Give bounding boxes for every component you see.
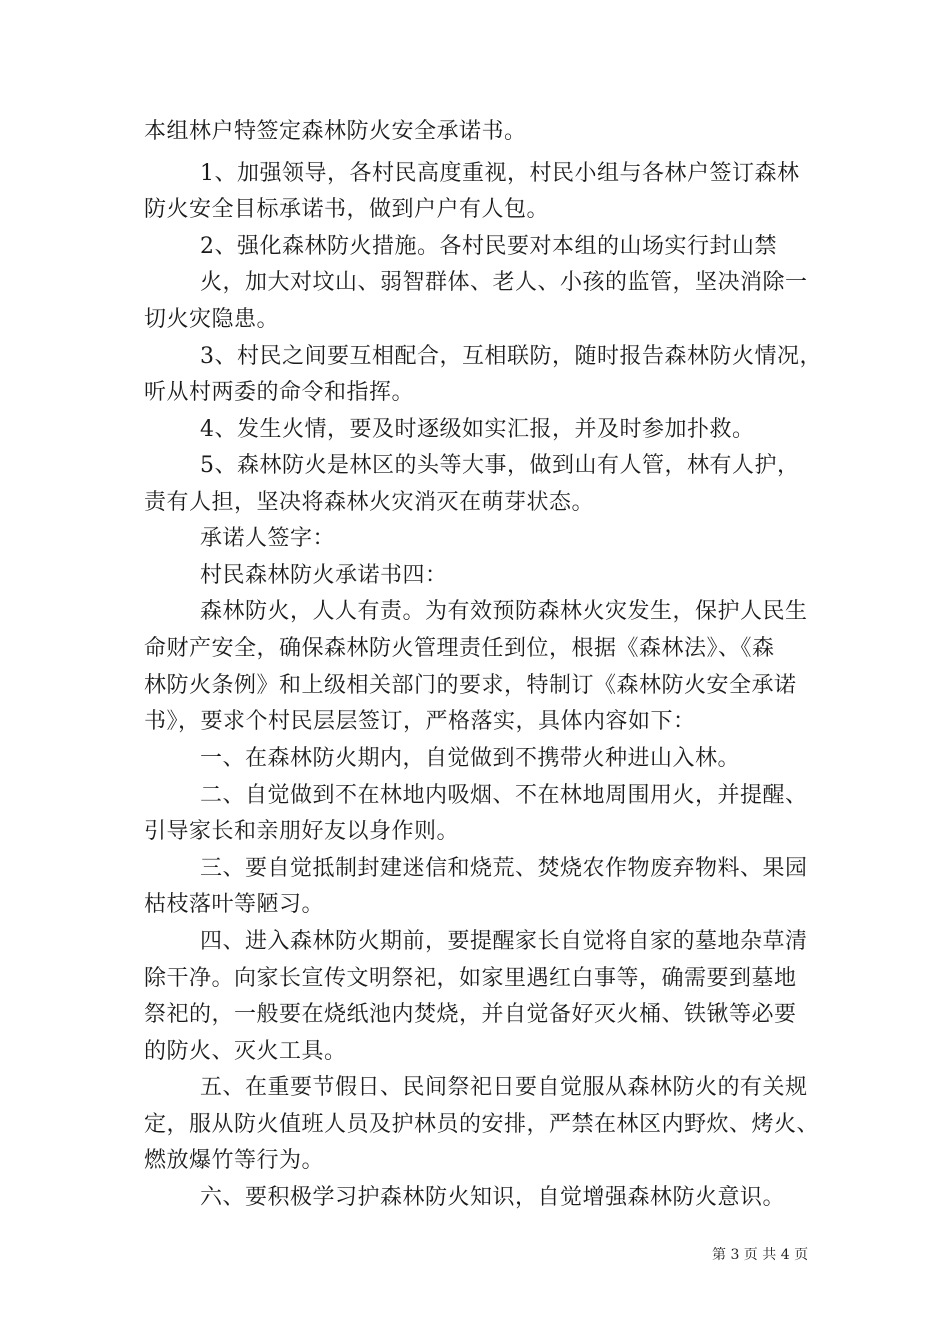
text-line: 四、进入森林防火期前，要提醒家长自觉将自家的墓地杂草清 xyxy=(200,929,808,954)
text-line: 5、森林防火是林区的头等大事，做到山有人管，林有人护， xyxy=(200,453,800,478)
text-line: 引导家长和亲朋好友以身作则。 xyxy=(144,819,460,844)
text-line: 森林防火，人人有责。为有效预防森林火灾发生，保护人民生 xyxy=(200,599,808,624)
text-line: 本组林户特签定森林防火安全承诺书。 xyxy=(144,119,527,144)
text-line: 切火灾隐患。 xyxy=(144,307,280,332)
text-line: 六、要积极学习护森林防火知识，自觉增强森林防火意识。 xyxy=(200,1185,786,1210)
text-line: 除干净。向家长宣传文明祭祀，如家里遇红白事等，确需要到墓地 xyxy=(144,966,797,991)
text-line: 定，服从防火值班人员及护林员的安排，严禁在林区内野炊、烤火、 xyxy=(144,1112,820,1137)
text-line: 三、要自觉抵制封建迷信和烧荒、焚烧农作物废弃物料、果园 xyxy=(200,856,808,881)
text-line: 防火安全目标承诺书，做到户户有人包。 xyxy=(144,197,550,222)
text-line: 承诺人签字： xyxy=(200,526,336,551)
text-line: 一、在森林防火期内，自觉做到不携带火种进山入林。 xyxy=(200,746,741,771)
page-number: 第 3 页 共 4 页 xyxy=(712,1247,809,1263)
text-line: 2、强化森林防火措施。各村民要对本组的山场实行封山禁 xyxy=(200,234,777,259)
text-line: 责有人担，坚决将森林火灾消灭在萌芽状态。 xyxy=(144,490,595,515)
text-line: 火，加大对坟山、弱智群体、老人、小孩的监管，坚决消除一 xyxy=(200,270,808,295)
text-line: 二、自觉做到不在林地内吸烟、不在林地周围用火，并提醒、 xyxy=(200,783,808,808)
text-line: 3、村民之间要互相配合，互相联防，随时报告森林防火情况， xyxy=(200,344,822,369)
text-line: 听从村两委的命令和指挥。 xyxy=(144,380,415,405)
text-line: 林防火条例》和上级相关部门的要求，特制订《森林防火安全承诺 xyxy=(144,673,797,698)
text-line: 命财产安全，确保森林防火管理责任到位，根据《森林法》、《森 xyxy=(144,636,775,661)
text-line: 五、在重要节假日、民间祭祀日要自觉服从森林防火的有关规 xyxy=(200,1075,808,1100)
text-line: 4、发生火情，要及时逐级如实汇报，并及时参加扑救。 xyxy=(200,417,755,442)
text-line: 书》，要求个村民层层签订，严格落实，具体内容如下： xyxy=(144,709,696,734)
text-line: 村民森林防火承诺书四： xyxy=(200,563,448,588)
text-line: 祭祀的，一般要在烧纸池内焚烧，并自觉备好灭火桶、铁锹等必要 xyxy=(144,1002,797,1027)
text-line: 枯枝落叶等陋习。 xyxy=(144,892,325,917)
text-line: 燃放爆竹等行为。 xyxy=(144,1148,325,1173)
text-line: 的防火、灭火工具。 xyxy=(144,1039,347,1064)
text-line: 1、加强领导，各村民高度重视，村民小组与各林户签订森林 xyxy=(200,161,800,186)
